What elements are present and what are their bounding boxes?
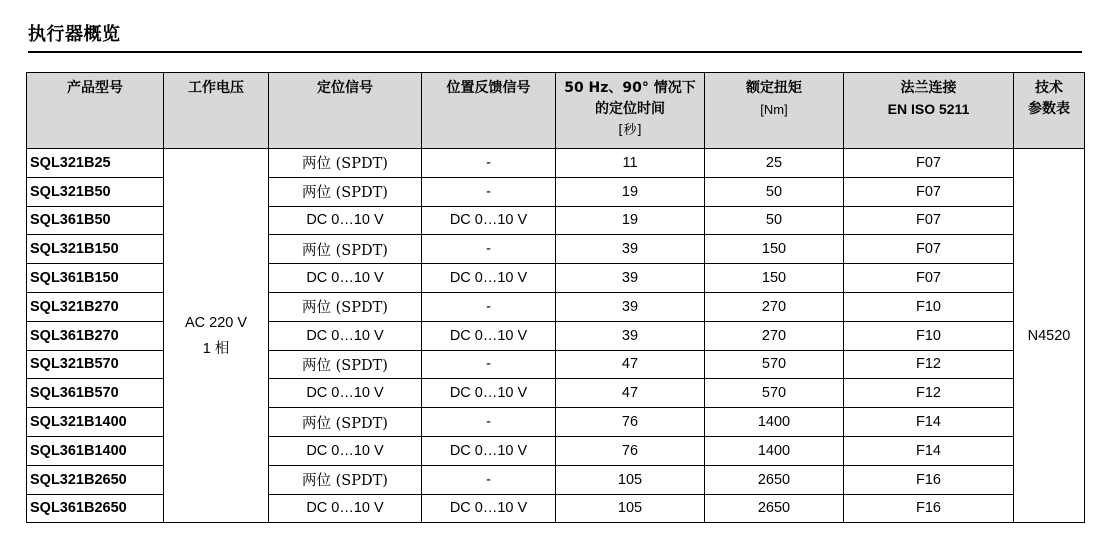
model-cell: SQL321B150: [27, 235, 164, 264]
flange-cell: F16: [844, 494, 1014, 523]
positioning-signal-cell: DC 0…10 V: [269, 436, 422, 465]
feedback-signal-cell: DC 0…10 V: [422, 436, 556, 465]
feedback-signal-cell: -: [422, 350, 556, 379]
positioning-time-cell: 39: [556, 292, 705, 321]
title-divider: [28, 51, 1082, 53]
flange-cell: F14: [844, 408, 1014, 437]
positioning-signal-cell: DC 0…10 V: [269, 264, 422, 293]
header-feedback-signal: [422, 73, 556, 149]
torque-cell: 570: [705, 350, 844, 379]
header-model-label: 产品型号: [67, 80, 123, 96]
header-model: [27, 73, 164, 149]
feedback-signal-cell: DC 0…10 V: [422, 379, 556, 408]
positioning-time-cell: 19: [556, 177, 705, 206]
header-voltage-label: 工作电压: [188, 80, 244, 96]
flange-cell: F12: [844, 379, 1014, 408]
positioning-time-cell: 76: [556, 436, 705, 465]
feedback-signal-cell: DC 0…10 V: [422, 264, 556, 293]
table-header-row: [27, 73, 1085, 149]
positioning-signal-cell: 两位 (SPDT): [269, 177, 422, 206]
flange-cell: F10: [844, 292, 1014, 321]
flange-cell: F16: [844, 465, 1014, 494]
flange-cell: F07: [844, 264, 1014, 293]
header-positioning-time-line2: 的定位时间: [595, 101, 665, 117]
header-flange-line1: 法兰连接: [900, 80, 957, 96]
model-cell: SQL321B1400: [27, 408, 164, 437]
feedback-signal-cell: -: [422, 235, 556, 264]
feedback-signal-cell: -: [422, 149, 556, 178]
torque-cell: 150: [705, 264, 844, 293]
positioning-time-cell: 19: [556, 206, 705, 235]
positioning-time-cell: 39: [556, 235, 705, 264]
flange-cell: F12: [844, 350, 1014, 379]
positioning-time-cell: 47: [556, 379, 705, 408]
model-cell: SQL321B25: [27, 149, 164, 178]
feedback-signal-cell: -: [422, 408, 556, 437]
positioning-time-cell: 105: [556, 465, 705, 494]
header-torque-unit: [Nm]: [760, 102, 788, 117]
positioning-signal-cell: 两位 (SPDT): [269, 292, 422, 321]
torque-cell: 1400: [705, 436, 844, 465]
header-flange-line2: EN ISO 5211: [887, 101, 970, 117]
header-positioning-time-unit: [秒]: [618, 123, 642, 138]
positioning-signal-cell: DC 0…10 V: [269, 494, 422, 523]
feedback-signal-cell: -: [422, 292, 556, 321]
positioning-signal-cell: DC 0…10 V: [269, 206, 422, 235]
model-cell: SQL361B150: [27, 264, 164, 293]
torque-cell: 270: [705, 321, 844, 350]
model-cell: SQL321B570: [27, 350, 164, 379]
flange-cell: F07: [844, 235, 1014, 264]
model-cell: SQL321B270: [27, 292, 164, 321]
header-voltage: [164, 73, 269, 149]
model-cell: SQL321B50: [27, 177, 164, 206]
model-cell: SQL361B270: [27, 321, 164, 350]
voltage-line2: 1 相: [202, 340, 230, 357]
model-cell: SQL361B570: [27, 379, 164, 408]
flange-cell: F10: [844, 321, 1014, 350]
header-positioning-time: [556, 73, 705, 149]
positioning-time-cell: 76: [556, 408, 705, 437]
header-datasheet: [1014, 73, 1085, 149]
torque-cell: 1400: [705, 408, 844, 437]
header-datasheet-line1: 技术: [1035, 80, 1063, 96]
positioning-signal-cell: 两位 (SPDT): [269, 408, 422, 437]
header-datasheet-line2: 参数表: [1028, 101, 1070, 117]
positioning-time-cell: 105: [556, 494, 705, 523]
feedback-signal-cell: DC 0…10 V: [422, 206, 556, 235]
header-torque: [705, 73, 844, 149]
flange-cell: F07: [844, 177, 1014, 206]
table-body: [27, 149, 1085, 523]
feedback-signal-cell: DC 0…10 V: [422, 494, 556, 523]
flange-cell: F07: [844, 206, 1014, 235]
header-torque-line1: 额定扭矩: [746, 80, 802, 96]
torque-cell: 570: [705, 379, 844, 408]
datasheet-cell: N4520: [1014, 149, 1085, 523]
torque-cell: 150: [705, 235, 844, 264]
positioning-signal-cell: DC 0…10 V: [269, 321, 422, 350]
voltage-cell: [164, 149, 269, 523]
positioning-time-cell: 47: [556, 350, 705, 379]
model-cell: SQL321B2650: [27, 465, 164, 494]
feedback-signal-cell: DC 0…10 V: [422, 321, 556, 350]
positioning-signal-cell: 两位 (SPDT): [269, 465, 422, 494]
header-feedback-signal-label: 位置反馈信号: [446, 80, 531, 96]
flange-cell: F07: [844, 149, 1014, 178]
feedback-signal-cell: -: [422, 465, 556, 494]
positioning-time-cell: 39: [556, 264, 705, 293]
model-cell: SQL361B2650: [27, 494, 164, 523]
actuator-overview-table: [26, 72, 1085, 523]
page-title: 执行器概览: [28, 24, 121, 45]
header-positioning-time-line1: 50 Hz、90° 情况下: [564, 80, 696, 96]
positioning-signal-cell: 两位 (SPDT): [269, 149, 422, 178]
header-positioning-signal-label: 定位信号: [317, 80, 373, 96]
header-flange: [844, 73, 1014, 149]
positioning-signal-cell: 两位 (SPDT): [269, 235, 422, 264]
table-row: [27, 149, 1085, 178]
torque-cell: 270: [705, 292, 844, 321]
model-cell: SQL361B1400: [27, 436, 164, 465]
torque-cell: 50: [705, 206, 844, 235]
voltage-line1: AC 220 V: [184, 314, 248, 331]
flange-cell: F14: [844, 436, 1014, 465]
torque-cell: 25: [705, 149, 844, 178]
torque-cell: 50: [705, 177, 844, 206]
positioning-time-cell: 39: [556, 321, 705, 350]
positioning-signal-cell: 两位 (SPDT): [269, 350, 422, 379]
torque-cell: 2650: [705, 494, 844, 523]
model-cell: SQL361B50: [27, 206, 164, 235]
header-positioning-signal: [269, 73, 422, 149]
feedback-signal-cell: -: [422, 177, 556, 206]
positioning-time-cell: 11: [556, 149, 705, 178]
torque-cell: 2650: [705, 465, 844, 494]
positioning-signal-cell: DC 0…10 V: [269, 379, 422, 408]
